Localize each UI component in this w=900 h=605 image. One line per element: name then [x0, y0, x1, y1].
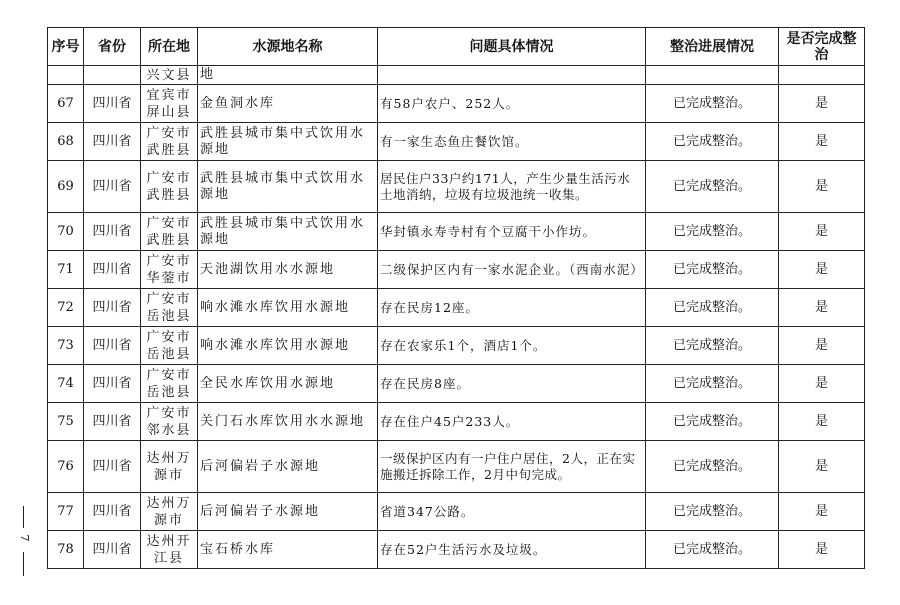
cell-issue: 存在民房12座。: [378, 289, 646, 327]
cell-province: 四川省: [84, 123, 141, 161]
cell-completed: 是: [779, 85, 865, 123]
cell-source-name: 关门石水库饮用水水源地: [198, 403, 378, 441]
cell-no: 67: [48, 85, 84, 123]
cell-issue: 存在52户生活污水及垃圾。: [378, 531, 646, 569]
cell-no: 72: [48, 289, 84, 327]
cell-location: 达州万源市: [141, 493, 198, 531]
header-progress: 整治进展情况: [646, 28, 779, 66]
cell-progress: 已完成整治。: [646, 161, 779, 213]
header-no: 序号: [48, 28, 84, 66]
cell-completed: 是: [779, 161, 865, 213]
page-mark-rule-bottom: [23, 552, 24, 576]
cell-location: 广安市邻水县: [141, 403, 198, 441]
cell-issue: 居民住户33户约171人，产生少量生活污水土地消纳，垃圾有垃圾池统一收集。: [378, 161, 646, 213]
table-row: [48, 161, 865, 213]
page-mark-rule-top: [23, 506, 24, 528]
cell-progress: [646, 66, 779, 85]
cell-issue: 有一家生态鱼庄餐饮馆。: [378, 123, 646, 161]
cell-completed: 是: [779, 403, 865, 441]
cell-province: 四川省: [84, 327, 141, 365]
cell-source-name: 武胜县城市集中式饮用水源地: [198, 123, 378, 161]
table-row: [48, 493, 865, 531]
cell-location: 广安市岳池县: [141, 365, 198, 403]
cell-completed: 是: [779, 365, 865, 403]
cell-no: 74: [48, 365, 84, 403]
cell-no: 69: [48, 161, 84, 213]
cell-no: 75: [48, 403, 84, 441]
cell-issue: 华封镇永寿寺村有个豆腐干小作坊。: [378, 213, 646, 251]
table-row: [48, 289, 865, 327]
cell-source-name: 金鱼洞水库: [198, 85, 378, 123]
cell-progress: 已完成整治。: [646, 289, 779, 327]
cell-source-name: 全民水库饮用水源地: [198, 365, 378, 403]
cell-issue: 一级保护区内有一户住户居住，2人，正在实施搬迁拆除工作，2月中旬完成。: [378, 441, 646, 493]
cell-source-name: 天池湖饮用水水源地: [198, 251, 378, 289]
table-row: [48, 251, 865, 289]
cell-no: 76: [48, 441, 84, 493]
cell-progress: 已完成整治。: [646, 365, 779, 403]
cell-progress: 已完成整治。: [646, 85, 779, 123]
cell-completed: 是: [779, 251, 865, 289]
cell-no: [48, 66, 84, 85]
cell-progress: 已完成整治。: [646, 531, 779, 569]
cell-province: 四川省: [84, 531, 141, 569]
cell-progress: 已完成整治。: [646, 403, 779, 441]
cell-location: 广安市武胜县: [141, 123, 198, 161]
cell-issue: 省道347公路。: [378, 493, 646, 531]
header-issue: 问题具体情况: [378, 28, 646, 66]
table-header-row: [48, 28, 865, 66]
table-row: [48, 213, 865, 251]
cell-no: 77: [48, 493, 84, 531]
table-row: [48, 403, 865, 441]
cell-issue: 存在民房8座。: [378, 365, 646, 403]
cell-location: 广安市华蓥市: [141, 251, 198, 289]
cell-completed: [779, 66, 865, 85]
cell-progress: 已完成整治。: [646, 213, 779, 251]
cell-location: 宜宾市屏山县: [141, 85, 198, 123]
table-row: [48, 85, 865, 123]
header-completed: 是否完成整治: [779, 28, 865, 66]
cell-issue: 存在农家乐1个，酒店1个。: [378, 327, 646, 365]
cell-location: 广安市岳池县: [141, 327, 198, 365]
cell-source-name: 武胜县城市集中式饮用水源地: [198, 213, 378, 251]
cell-completed: 是: [779, 441, 865, 493]
cell-province: 四川省: [84, 365, 141, 403]
cell-province: 四川省: [84, 85, 141, 123]
cell-no: 71: [48, 251, 84, 289]
cell-location: 兴文县: [141, 66, 198, 85]
cell-no: 68: [48, 123, 84, 161]
cell-completed: 是: [779, 531, 865, 569]
cell-no: 78: [48, 531, 84, 569]
cell-province: 四川省: [84, 213, 141, 251]
cell-completed: 是: [779, 493, 865, 531]
cell-location: 广安市武胜县: [141, 161, 198, 213]
cell-location: 广安市武胜县: [141, 213, 198, 251]
header-location: 所在地: [141, 28, 198, 66]
cell-issue: 存在住户45户233人。: [378, 403, 646, 441]
cell-progress: 已完成整治。: [646, 123, 779, 161]
cell-location: 达州万源市: [141, 441, 198, 493]
cell-province: 四川省: [84, 403, 141, 441]
cell-province: 四川省: [84, 289, 141, 327]
cell-issue: [378, 66, 646, 85]
table-row: [48, 327, 865, 365]
cell-no: 70: [48, 213, 84, 251]
table-row: [48, 365, 865, 403]
cell-source-name: 地: [198, 66, 378, 85]
table-row: [48, 441, 865, 493]
page-number-mark: [14, 506, 34, 576]
header-source-name: 水源地名称: [198, 28, 378, 66]
water-source-rectification-table: [47, 27, 865, 569]
cell-completed: 是: [779, 123, 865, 161]
cell-progress: 已完成整治。: [646, 493, 779, 531]
cell-location: 广安市岳池县: [141, 289, 198, 327]
table-row-continuation: [48, 66, 865, 85]
cell-source-name: 响水滩水库饮用水源地: [198, 327, 378, 365]
cell-no: 73: [48, 327, 84, 365]
cell-progress: 已完成整治。: [646, 251, 779, 289]
table-body: [48, 66, 865, 569]
cell-completed: 是: [779, 289, 865, 327]
cell-source-name: 后河偏岩子水源地: [198, 493, 378, 531]
page-number: 7: [18, 534, 31, 542]
table-row: [48, 123, 865, 161]
cell-province: 四川省: [84, 441, 141, 493]
cell-province: [84, 66, 141, 85]
cell-issue: 有58户农户、252人。: [378, 85, 646, 123]
cell-progress: 已完成整治。: [646, 327, 779, 365]
cell-source-name: 后河偏岩子水源地: [198, 441, 378, 493]
cell-source-name: 武胜县城市集中式饮用水源地: [198, 161, 378, 213]
cell-province: 四川省: [84, 493, 141, 531]
cell-completed: 是: [779, 327, 865, 365]
cell-source-name: 宝石桥水库: [198, 531, 378, 569]
cell-province: 四川省: [84, 161, 141, 213]
header-province: 省份: [84, 28, 141, 66]
cell-location: 达州开江县: [141, 531, 198, 569]
cell-issue: 二级保护区内有一家水泥企业。（西南水泥）: [378, 251, 646, 289]
table-row: [48, 531, 865, 569]
cell-source-name: 响水滩水库饮用水源地: [198, 289, 378, 327]
cell-progress: 已完成整治。: [646, 441, 779, 493]
cell-province: 四川省: [84, 251, 141, 289]
cell-completed: 是: [779, 213, 865, 251]
